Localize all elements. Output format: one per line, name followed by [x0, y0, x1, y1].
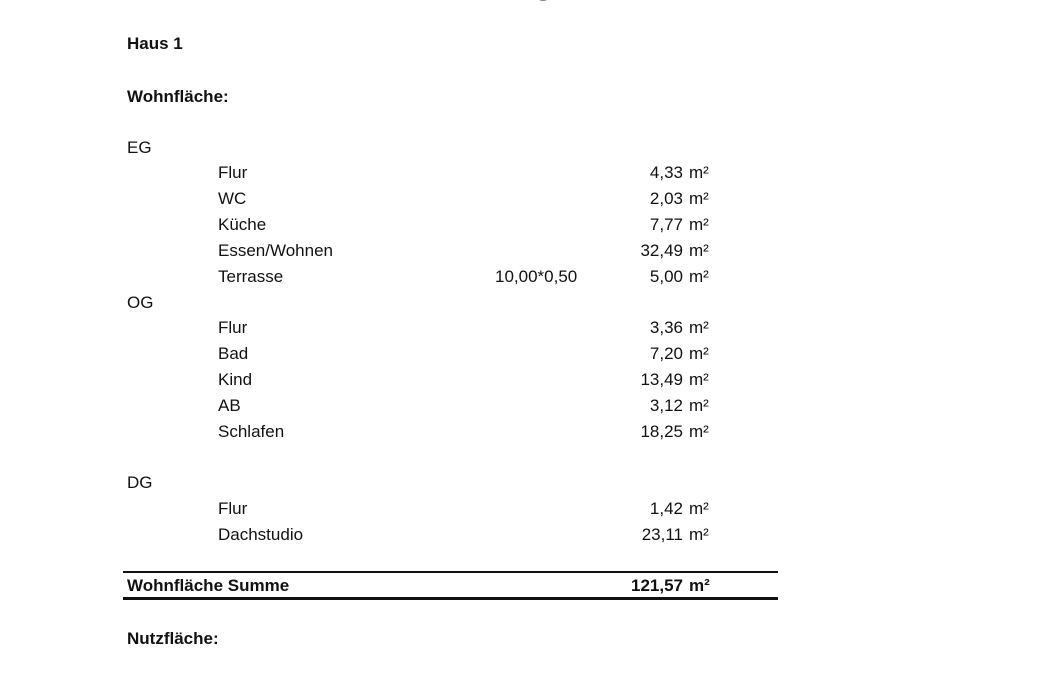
- room-area: 5,00: [649, 267, 683, 286]
- wohnflaeche-heading: Wohnfläche:: [127, 87, 229, 106]
- floor-label-eg: EG: [127, 138, 152, 157]
- room-name: Terrasse: [218, 267, 284, 286]
- room-name: Kind: [218, 370, 253, 389]
- area-unit: m²: [689, 267, 709, 286]
- floor-label-dg: DG: [127, 473, 153, 492]
- area-unit: m²: [689, 241, 709, 260]
- room-area: 4,33: [649, 163, 683, 182]
- area-unit: m²: [689, 370, 709, 389]
- room-area: 3,36: [649, 318, 683, 337]
- summary-unit: m²: [689, 576, 710, 595]
- room-area: 13,49: [640, 370, 683, 389]
- area-unit: m²: [689, 163, 709, 182]
- room-name: Küche: [218, 215, 267, 234]
- house-title: Haus 1: [127, 34, 183, 53]
- room-name: Dachstudio: [218, 525, 304, 544]
- room-area: 7,77: [649, 215, 683, 234]
- room-name: WC: [218, 189, 247, 208]
- room-name: Bad: [218, 344, 249, 363]
- room-area: 32,49: [640, 241, 683, 260]
- area-unit: m²: [689, 525, 709, 544]
- page-top-mark: [538, 0, 548, 1]
- summary-label: Wohnfläche Summe: [127, 576, 290, 595]
- room-area: 3,12: [649, 396, 683, 415]
- area-unit: m²: [689, 396, 709, 415]
- room-area: 18,25: [640, 422, 683, 441]
- floor-label-og: OG: [127, 293, 154, 312]
- room-calculation: 10,00*0,50: [495, 267, 578, 286]
- summary-bottom-rule: [123, 597, 778, 600]
- room-name: Flur: [218, 499, 248, 518]
- room-name: Schlafen: [218, 422, 285, 441]
- room-name: Flur: [218, 163, 248, 182]
- area-unit: m²: [689, 499, 709, 518]
- room-name: AB: [218, 396, 241, 415]
- area-unit: m²: [689, 189, 709, 208]
- area-unit: m²: [689, 344, 709, 363]
- area-unit: m²: [689, 318, 709, 337]
- room-name: Flur: [218, 318, 248, 337]
- room-area: 1,42: [649, 499, 683, 518]
- room-name: Essen/Wohnen: [218, 241, 333, 260]
- area-unit: m²: [689, 422, 709, 441]
- summary-value: 121,57: [631, 576, 683, 595]
- summary-top-rule: [123, 571, 778, 573]
- room-area: 7,20: [649, 344, 683, 363]
- room-area: 2,03: [649, 189, 683, 208]
- nutzflaeche-heading: Nutzfläche:: [127, 629, 219, 648]
- area-unit: m²: [689, 215, 709, 234]
- room-area: 23,11: [641, 525, 683, 544]
